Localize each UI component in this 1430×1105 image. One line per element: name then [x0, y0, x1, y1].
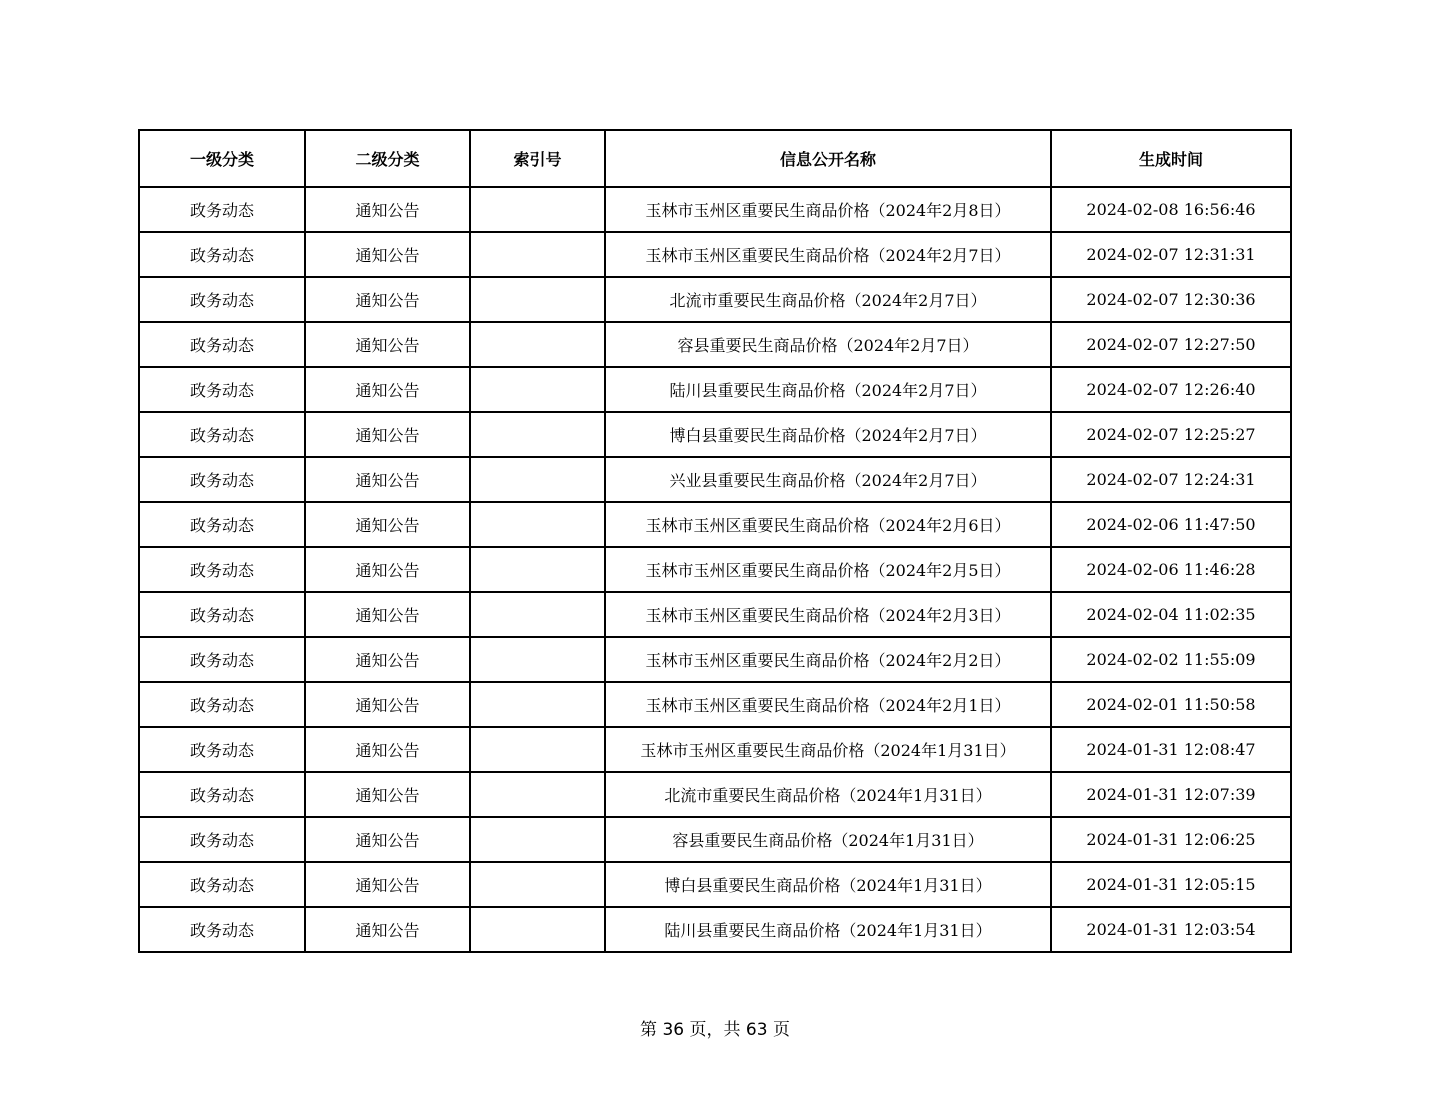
cell-index-number: [470, 682, 605, 727]
header-level2-category: 二级分类: [305, 130, 470, 187]
cell-level2-category: 通知公告: [305, 367, 470, 412]
cell-disclosure-name: 容县重要民生商品价格（2024年2月7日）: [605, 322, 1051, 367]
cell-generated-time: 2024-02-08 16:56:46: [1051, 187, 1291, 232]
cell-index-number: [470, 322, 605, 367]
cell-level2-category: 通知公告: [305, 547, 470, 592]
header-index-number: 索引号: [470, 130, 605, 187]
cell-level1-category: 政务动态: [139, 232, 305, 277]
table-row: [139, 187, 1291, 232]
cell-level2-category: 通知公告: [305, 862, 470, 907]
cell-generated-time: 2024-02-07 12:30:36: [1051, 277, 1291, 322]
table-row: [139, 457, 1291, 502]
cell-level1-category: 政务动态: [139, 277, 305, 322]
table-body: [139, 187, 1291, 952]
cell-disclosure-name: 容县重要民生商品价格（2024年1月31日）: [605, 817, 1051, 862]
cell-generated-time: 2024-02-02 11:55:09: [1051, 637, 1291, 682]
cell-level2-category: 通知公告: [305, 727, 470, 772]
table-row: [139, 547, 1291, 592]
cell-index-number: [470, 727, 605, 772]
cell-disclosure-name: 北流市重要民生商品价格（2024年2月7日）: [605, 277, 1051, 322]
footer-prefix: 第: [640, 1020, 663, 1040]
cell-disclosure-name: 玉林市玉州区重要民生商品价格（2024年2月6日）: [605, 502, 1051, 547]
cell-level2-category: 通知公告: [305, 682, 470, 727]
cell-disclosure-name: 玉林市玉州区重要民生商品价格（2024年2月8日）: [605, 187, 1051, 232]
table-row: [139, 412, 1291, 457]
cell-level1-category: 政务动态: [139, 187, 305, 232]
footer-suffix: 页: [767, 1020, 790, 1040]
table-row: [139, 637, 1291, 682]
cell-level1-category: 政务动态: [139, 457, 305, 502]
cell-index-number: [470, 502, 605, 547]
cell-level1-category: 政务动态: [139, 547, 305, 592]
cell-index-number: [470, 412, 605, 457]
footer-middle: 页，共: [684, 1020, 746, 1040]
table-row: [139, 727, 1291, 772]
cell-level2-category: 通知公告: [305, 412, 470, 457]
cell-level2-category: 通知公告: [305, 907, 470, 952]
cell-generated-time: 2024-01-31 12:08:47: [1051, 727, 1291, 772]
cell-disclosure-name: 玉林市玉州区重要民生商品价格（2024年2月3日）: [605, 592, 1051, 637]
cell-generated-time: 2024-02-07 12:25:27: [1051, 412, 1291, 457]
cell-disclosure-name: 陆川县重要民生商品价格（2024年1月31日）: [605, 907, 1051, 952]
table-header-row: [139, 130, 1291, 187]
cell-level1-category: 政务动态: [139, 637, 305, 682]
cell-generated-time: 2024-02-06 11:46:28: [1051, 547, 1291, 592]
cell-generated-time: 2024-02-01 11:50:58: [1051, 682, 1291, 727]
table-row: [139, 277, 1291, 322]
table-row: [139, 907, 1291, 952]
table-row: [139, 682, 1291, 727]
cell-generated-time: 2024-02-07 12:27:50: [1051, 322, 1291, 367]
cell-level1-category: 政务动态: [139, 772, 305, 817]
cell-disclosure-name: 玉林市玉州区重要民生商品价格（2024年1月31日）: [605, 727, 1051, 772]
cell-level1-category: 政务动态: [139, 502, 305, 547]
cell-level2-category: 通知公告: [305, 187, 470, 232]
cell-generated-time: 2024-02-07 12:24:31: [1051, 457, 1291, 502]
cell-generated-time: 2024-02-07 12:31:31: [1051, 232, 1291, 277]
cell-disclosure-name: 兴业县重要民生商品价格（2024年2月7日）: [605, 457, 1051, 502]
page-footer: [0, 1015, 1430, 1040]
header-disclosure-name: 信息公开名称: [605, 130, 1051, 187]
cell-level1-category: 政务动态: [139, 727, 305, 772]
info-disclosure-table: [138, 129, 1292, 953]
cell-disclosure-name: 博白县重要民生商品价格（2024年1月31日）: [605, 862, 1051, 907]
cell-generated-time: 2024-02-04 11:02:35: [1051, 592, 1291, 637]
cell-index-number: [470, 547, 605, 592]
cell-index-number: [470, 457, 605, 502]
cell-index-number: [470, 592, 605, 637]
cell-level1-category: 政务动态: [139, 322, 305, 367]
cell-level2-category: 通知公告: [305, 457, 470, 502]
total-page-number: 63: [745, 1020, 768, 1040]
cell-level2-category: 通知公告: [305, 592, 470, 637]
cell-disclosure-name: 博白县重要民生商品价格（2024年2月7日）: [605, 412, 1051, 457]
cell-index-number: [470, 907, 605, 952]
table-row: [139, 502, 1291, 547]
table-row: [139, 772, 1291, 817]
cell-level1-category: 政务动态: [139, 862, 305, 907]
cell-index-number: [470, 187, 605, 232]
header-generated-time: 生成时间: [1051, 130, 1291, 187]
cell-level1-category: 政务动态: [139, 592, 305, 637]
cell-generated-time: 2024-02-06 11:47:50: [1051, 502, 1291, 547]
cell-level1-category: 政务动态: [139, 412, 305, 457]
table-row: [139, 232, 1291, 277]
cell-level1-category: 政务动态: [139, 817, 305, 862]
cell-disclosure-name: 北流市重要民生商品价格（2024年1月31日）: [605, 772, 1051, 817]
cell-level2-category: 通知公告: [305, 277, 470, 322]
cell-index-number: [470, 772, 605, 817]
cell-generated-time: 2024-01-31 12:05:15: [1051, 862, 1291, 907]
cell-generated-time: 2024-01-31 12:07:39: [1051, 772, 1291, 817]
cell-level2-category: 通知公告: [305, 232, 470, 277]
cell-level1-category: 政务动态: [139, 367, 305, 412]
header-level1-category: 一级分类: [139, 130, 305, 187]
cell-disclosure-name: 玉林市玉州区重要民生商品价格（2024年2月1日）: [605, 682, 1051, 727]
cell-generated-time: 2024-01-31 12:03:54: [1051, 907, 1291, 952]
table-row: [139, 817, 1291, 862]
cell-disclosure-name: 玉林市玉州区重要民生商品价格（2024年2月5日）: [605, 547, 1051, 592]
cell-level1-category: 政务动态: [139, 907, 305, 952]
cell-disclosure-name: 陆川县重要民生商品价格（2024年2月7日）: [605, 367, 1051, 412]
cell-index-number: [470, 817, 605, 862]
cell-generated-time: 2024-01-31 12:06:25: [1051, 817, 1291, 862]
cell-disclosure-name: 玉林市玉州区重要民生商品价格（2024年2月2日）: [605, 637, 1051, 682]
cell-level1-category: 政务动态: [139, 682, 305, 727]
cell-index-number: [470, 367, 605, 412]
table-row: [139, 862, 1291, 907]
cell-level2-category: 通知公告: [305, 817, 470, 862]
cell-level2-category: 通知公告: [305, 772, 470, 817]
cell-index-number: [470, 862, 605, 907]
table-row: [139, 367, 1291, 412]
cell-disclosure-name: 玉林市玉州区重要民生商品价格（2024年2月7日）: [605, 232, 1051, 277]
cell-level2-category: 通知公告: [305, 322, 470, 367]
table-row: [139, 592, 1291, 637]
cell-level2-category: 通知公告: [305, 637, 470, 682]
current-page-number: 36: [662, 1020, 685, 1040]
table-row: [139, 322, 1291, 367]
cell-index-number: [470, 277, 605, 322]
cell-level2-category: 通知公告: [305, 502, 470, 547]
cell-generated-time: 2024-02-07 12:26:40: [1051, 367, 1291, 412]
cell-index-number: [470, 637, 605, 682]
cell-index-number: [470, 232, 605, 277]
